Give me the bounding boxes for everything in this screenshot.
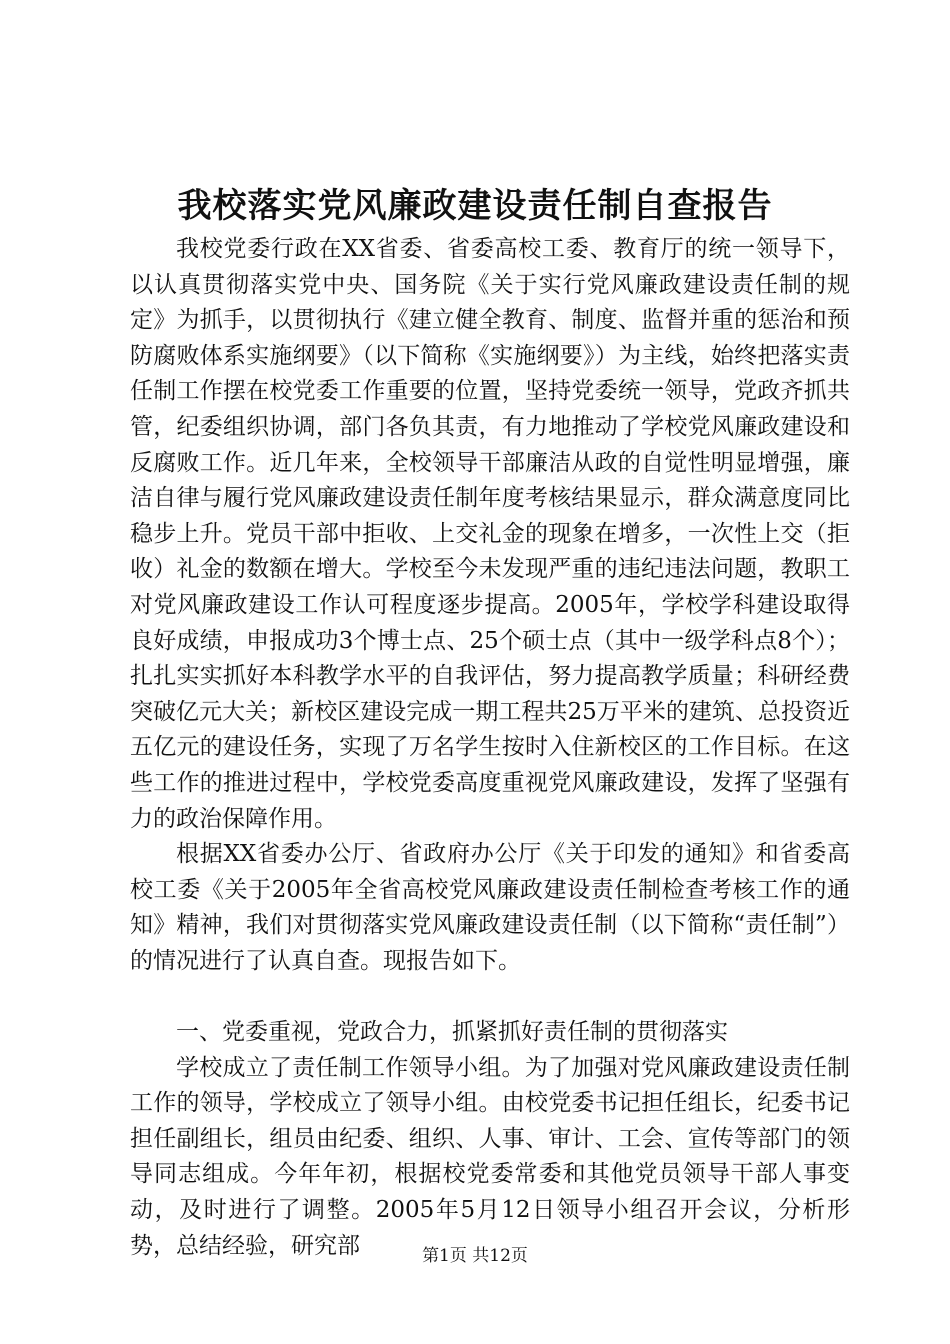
document-body — [130, 232, 850, 1264]
section-paragraph: 学校成立了责任制工作领导小组。为了加强对党风廉政建设责任制工作的领导，学校成立了领导小组。由校党委书记担任组长，纪委书记担任副组长，组员由纪委、组织、人事、审计、工会、宣传等部门的领导同志组成。今年年初，根据校党委常委和其他党员领导干部人事变动，及时进行了调整。2005年5月12日领导小组召开会议，分析形势，总结经验，研究部 — [130, 1054, 850, 1259]
page-indicator: 第1页 共12页 — [422, 1246, 528, 1266]
intro-paragraph: 我校党委行政在XX省委、省委高校工委、教育厅的统一领导下，以认真贯彻落实党中央、国务院《关于实行党风廉政建设责任制的规定》为抓手，以贯彻执行《建立健全教育、制度、监督并重的惩治和预防腐败体系实施纲要》（以下简称《实施纲要》）为主线，始终把落实责任制工作摆在校党委工作重要的位置，坚持党委统一领导，党政齐抓共管，纪委组织协调，部门各负其责，有力地推动了学校党风廉政建设和反腐败工作。近几年来，全校领导干部廉洁从政的自觉性明显增强，廉洁自律与履行党风廉政建设责任制年度考核结果显示，群众满意度同比稳步上升。党员干部中拒收、上交礼金的现象在增多，一次性上交（拒收）礼金的数额在增大。学校至今未发现严重的违纪违法问题，教职工对党风廉政建设工作认可程度逐步提高。2005年，学校学科建设取得良好成绩，申报成功3个博士点、25个硕士点（其中一级学科点8个）；扎扎实实抓好本科教学水平的自我评估，努力提高教学质量；科研经费突破亿元大关；新校区建设完成一期工程共25万平米的建筑、总投资近五亿元的建设任务，实现了万名学生按时入住新校区的工作目标。在这些工作的推进过程中，学校党委高度重视党风廉政建设，发挥了坚强有力的政治保障作用。 — [130, 236, 850, 832]
basis-paragraph: 根据XX省委办公厅、省政府办公厅《关于印发的通知》和省委高校工委《关于2005年全省高校党风廉政建设责任制检查考核工作的通知》精神，我们对贯彻落实党风廉政建设责任制（以下简称“责任制”）的情况进行了认真自查。现报告如下。 — [130, 841, 850, 974]
document-title: 我校落实党风廉政建设责任制自查报告 — [177, 186, 773, 226]
section-heading: 一、党委重视，党政合力，抓紧抓好责任制的贯彻落实 — [176, 1019, 728, 1046]
